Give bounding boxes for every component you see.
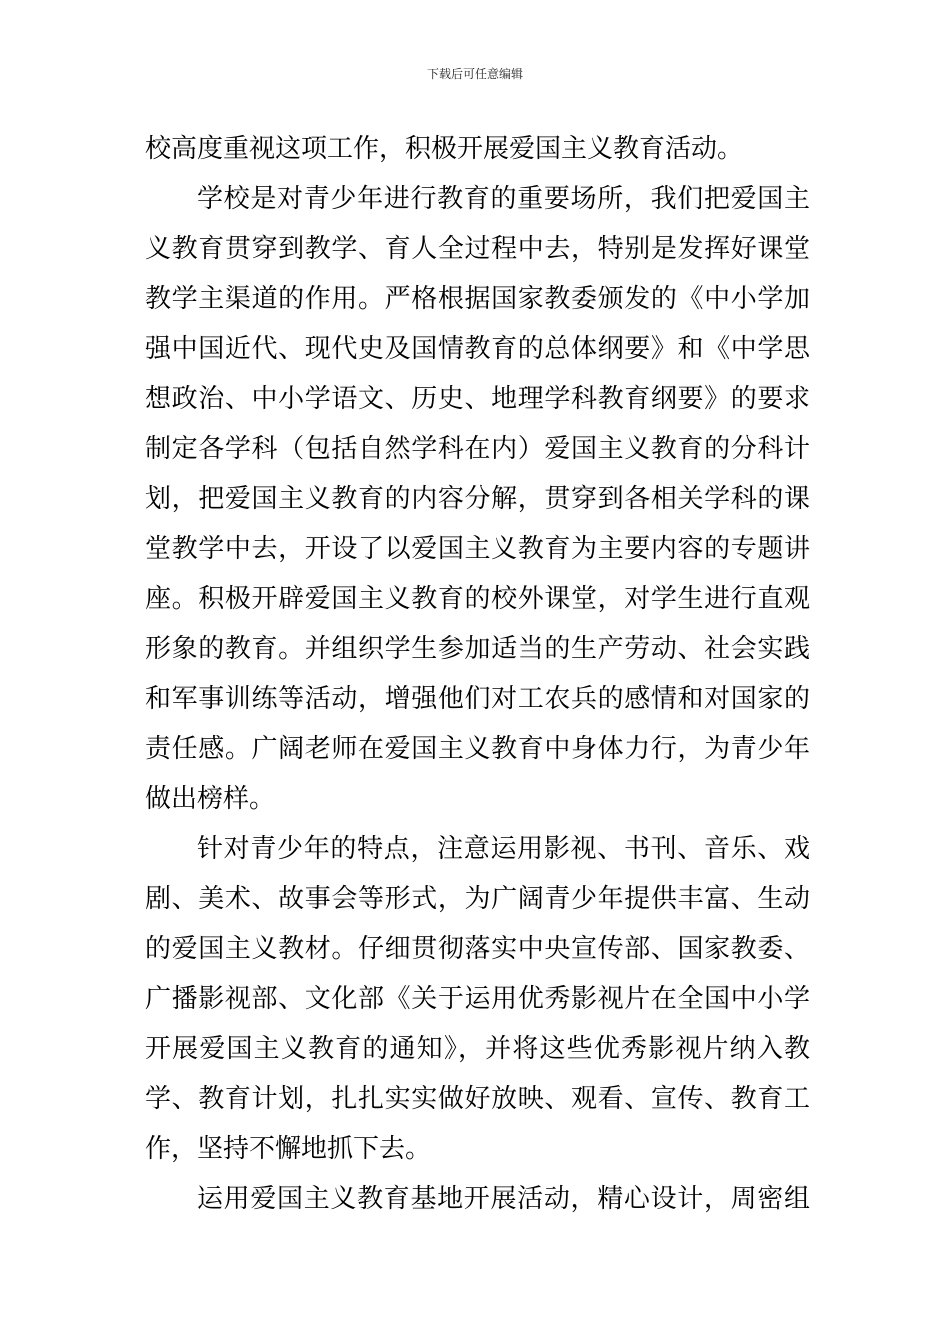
text-line: 作，坚持不懈地抓下去。 bbox=[145, 1134, 432, 1164]
text-line: 划，把爱国主义教育的内容分解，贯穿到各相关学科的课 bbox=[145, 484, 810, 514]
text-line: 座。积极开辟爱国主义教育的校外课堂，对学生进行直观 bbox=[145, 584, 810, 614]
text-line: 学、教育计划，扎扎实实做好放映、观看、宣传、教育工 bbox=[145, 1084, 810, 1114]
document-body bbox=[145, 124, 810, 1224]
text-line: 运用爱国主义教育基地开展活动，精心设计，周密组 bbox=[197, 1184, 810, 1214]
text-line: 做出榜样。 bbox=[145, 784, 276, 814]
text-line: 剧、美术、故事会等形式，为广阔青少年提供丰富、生动 bbox=[145, 884, 810, 914]
text-line: 学校是对青少年进行教育的重要场所，我们把爱国主 bbox=[197, 184, 810, 214]
text-line: 义教育贯穿到教学、育人全过程中去，特别是发挥好课堂 bbox=[145, 234, 810, 264]
text-line: 责任感。广阔老师在爱国主义教育中身体力行，为青少年 bbox=[145, 734, 810, 764]
text-line: 的爱国主义教材。仔细贯彻落实中央宣传部、国家教委、 bbox=[145, 934, 810, 964]
text-line: 堂教学中去，开设了以爱国主义教育为主要内容的专题讲 bbox=[145, 534, 810, 564]
text-line: 教学主渠道的作用。严格根据国家教委颁发的《中小学加 bbox=[145, 284, 810, 314]
text-line: 制定各学科（包括自然学科在内）爱国主义教育的分科计 bbox=[145, 434, 810, 464]
text-line: 和军事训练等活动，增强他们对工农兵的感情和对国家的 bbox=[145, 684, 810, 714]
text-line: 想政治、中小学语文、历史、地理学科教育纲要》的要求 bbox=[145, 384, 810, 414]
text-line: 广播影视部、文化部《关于运用优秀影视片在全国中小学 bbox=[145, 984, 810, 1014]
text-line: 针对青少年的特点，注意运用影视、书刊、音乐、戏 bbox=[197, 834, 810, 864]
text-line: 校高度重视这项工作，积极开展爱国主义教育活动。 bbox=[145, 134, 744, 164]
text-line: 形象的教育。并组织学生参加适当的生产劳动、社会实践 bbox=[145, 634, 810, 664]
page-header-note: 下载后可任意编辑 bbox=[426, 67, 523, 81]
text-line: 强中国近代、现代史及国情教育的总体纲要》和《中学思 bbox=[145, 334, 810, 364]
text-line: 开展爱国主义教育的通知》，并将这些优秀影视片纳入教 bbox=[145, 1034, 810, 1064]
